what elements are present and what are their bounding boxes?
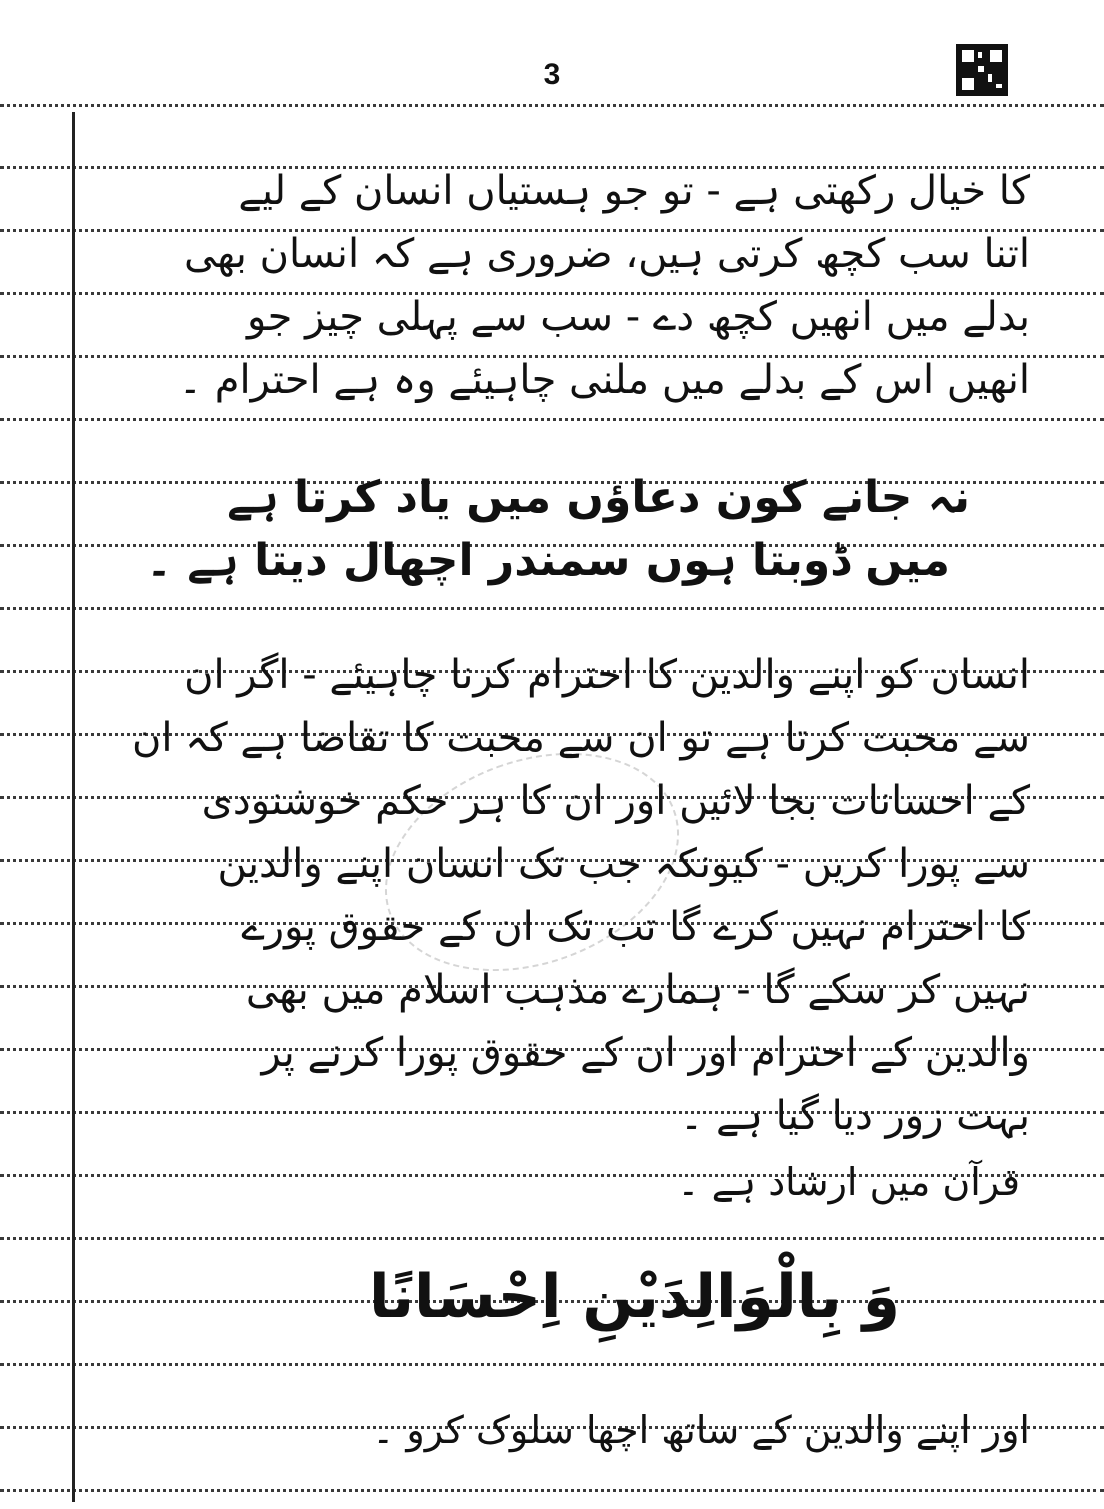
ruled-line: [0, 1363, 1104, 1366]
text-line: نہیں کر سکے گا - ہمارے مذہب اسلام میں بھی: [245, 967, 1030, 1013]
verse-line: میں ڈوبتا ہوں سمندر اچھال دیتا ہے ۔: [146, 535, 950, 586]
text-line: قرآن میں ارشاد ہے ۔: [677, 1160, 1020, 1204]
text-line: بدلے میں انھیں کچھ دے - سب سے پہلی چیز جو: [246, 294, 1030, 340]
text-line: سے محبت کرتا ہے تو ان سے محبت کا تقاضا ہے کہ ان: [131, 715, 1030, 761]
text-line: انھیں اس کے بدلے میں ملنی چاہیئے وہ ہے احترام ۔: [178, 357, 1030, 403]
qr-code-icon: [956, 44, 1008, 96]
margin-line: [72, 112, 75, 1502]
ruled-line: [0, 1489, 1104, 1492]
translation-text: اور اپنے والدین کے ساتھ اچھا سلوک کرو ۔: [372, 1408, 1030, 1452]
verse-line: نہ جانے کون دعاؤں میں یاد کرتا ہے: [227, 472, 970, 523]
ruled-line: [0, 104, 1104, 107]
page-number: 3: [543, 58, 561, 91]
text-line: کا احترام نہیں کرے گا تب تک ان کے حقوق پورے: [241, 904, 1030, 950]
text-line: سے پورا کریں - کیونکہ جب تک انسان اپنے والدین: [217, 841, 1030, 887]
text-line: کے احسانات بجا لائیں اور ان کا ہر حکم خوشنودی: [201, 778, 1030, 824]
ruled-line: [0, 418, 1104, 421]
text-line: کا خیال رکھتی ہے - تو جو ہستیاں انسان کے لیے: [238, 168, 1030, 214]
text-line: والدین کے احترام اور ان کے حقوق پورا کرنے پر: [261, 1030, 1030, 1076]
text-line: انسان کو اپنے والدین کا احترام کرنا چاہیئے - اگر ان: [184, 652, 1030, 698]
text-line: اتنا سب کچھ کرتی ہیں، ضروری ہے کہ انسان بھی: [183, 231, 1030, 277]
ayah-text: وَ بِالْوَالِدَیْنِ اِحْسَانًا: [368, 1262, 900, 1332]
text-line: بہت زور دیا گیا ہے ۔: [679, 1093, 1030, 1139]
ruled-line: [0, 1237, 1104, 1240]
ruled-line: [0, 607, 1104, 610]
